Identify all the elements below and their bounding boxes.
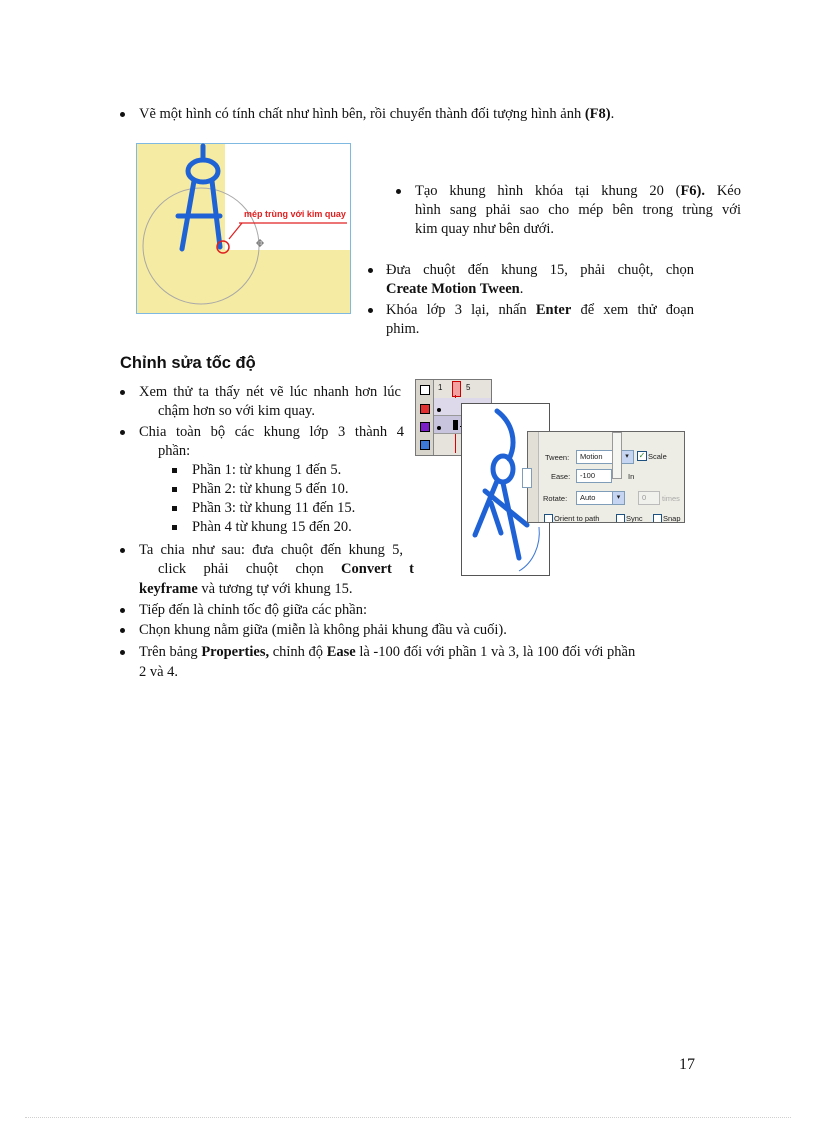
step-keyframe-line1: Tạo khung hình khóa tại khung 20 (F6). Kéo — [415, 183, 741, 199]
body-b4: Tiếp đến là chỉnh tốc độ giữa các phần: — [139, 602, 367, 618]
ease-label: Ease: — [551, 472, 571, 481]
properties-panel-edge — [522, 468, 532, 488]
times-label: times — [662, 494, 680, 503]
body-b2-line2: phần: — [158, 443, 191, 459]
keyframe-block — [453, 420, 458, 430]
ease-input[interactable] — [576, 469, 612, 483]
rotate-select[interactable] — [576, 491, 614, 505]
page-number: 17 — [679, 1056, 695, 1073]
scale-label: Scale — [648, 452, 667, 461]
part-1: Phần 1: từ khung 1 đến 5. — [192, 462, 342, 478]
keyframe-dot — [437, 426, 441, 430]
sub-bullet — [172, 468, 177, 473]
bullet — [120, 548, 125, 553]
part-4: Phàn 4 từ khung 15 đến 20. — [192, 519, 352, 535]
snap-label: Snap — [663, 514, 681, 523]
layer-swatch-1 — [420, 385, 430, 395]
body-b1-line2: chậm hơn so với kim quay. — [158, 403, 315, 419]
compass-figure — [136, 143, 351, 314]
current-frame-marker — [452, 381, 461, 397]
body-b2-line1: Chia toàn bộ các khung lớp 3 thành 4 — [139, 424, 404, 440]
tween-label: Tween: — [545, 453, 570, 462]
bullet — [120, 390, 125, 395]
rotate-count-input[interactable] — [638, 491, 660, 505]
orient-label: Orient to path — [554, 514, 600, 523]
keyframe-dot — [437, 408, 441, 412]
sub-bullet — [172, 487, 177, 492]
callout-label: mép trùng với kim quay — [244, 209, 346, 219]
snap-checkbox[interactable] — [653, 514, 662, 523]
layer-swatch-3 — [420, 422, 430, 432]
body-b6-line1: Trên bảng Properties, chỉnh độ Ease là -100 đối với phần 1 và 3, là 100 đối với phần — [139, 644, 636, 660]
figure-fill-bottom — [225, 250, 350, 313]
body-b5: Chọn khung nằm giữa (miễn là không phải khung đầu và cuối). — [139, 622, 507, 638]
rotate-label: Rotate: — [543, 494, 568, 503]
tween-dropdown-button[interactable]: ▾ — [620, 450, 634, 464]
bullet — [120, 628, 125, 633]
ease-unit: In — [628, 472, 635, 481]
ease-slider[interactable] — [612, 432, 622, 479]
intro-paragraph: Vẽ một hình có tính chất như hình bên, rồi chuyển thành đối tượng hình ảnh (F8). — [139, 106, 615, 122]
bullet — [120, 608, 125, 613]
bullet — [368, 268, 373, 273]
step-keyframe-rest: hình sang phải sao cho mép bên trong trùng với kim quay như bên dưới. — [415, 202, 741, 237]
sync-checkbox[interactable] — [616, 514, 625, 523]
figure-fill-left — [137, 144, 225, 313]
part-3: Phần 3: từ khung 11 đến 15. — [192, 500, 356, 516]
rotate-value: Auto — [580, 493, 596, 502]
bullet — [120, 112, 125, 117]
bullet — [368, 308, 373, 313]
sub-bullet — [172, 506, 177, 511]
body-b3-line2: click phải chuột chọn Convert t — [158, 561, 414, 577]
section-title: Chỉnh sửa tốc độ — [120, 354, 256, 372]
tween-value: Motion — [580, 452, 603, 461]
body-b1-line1: Xem thử ta thấy nét vẽ lúc nhanh hơn lúc — [139, 384, 401, 400]
footer-rule — [25, 1117, 791, 1118]
body-b6-line2: 2 và 4. — [139, 664, 179, 680]
rotate-dropdown-button[interactable]: ▾ — [612, 491, 625, 505]
part-2: Phần 2: từ khung 5 đến 10. — [192, 481, 349, 497]
frame-label-1: 1 — [438, 383, 443, 392]
body-b3-line1: Ta chia như sau: đưa chuột đến khung 5, — [139, 542, 403, 558]
sync-label: Sync — [626, 514, 643, 523]
bullet — [120, 430, 125, 435]
layer-swatch-4 — [420, 440, 430, 450]
body-b3-line3: keyframe và tương tự với khung 15. — [139, 581, 353, 597]
step-lock-line2: phim. — [386, 321, 420, 337]
properties-panel — [527, 431, 685, 523]
frame-label-5: 5 — [466, 383, 471, 392]
step-motion-tween-line2: Create Motion Tween. — [386, 281, 524, 297]
layer-swatch-2 — [420, 404, 430, 414]
bullet — [120, 650, 125, 655]
step-motion-tween-line1: Đưa chuột đến khung 15, phải chuột, chọn — [386, 262, 694, 278]
orient-checkbox[interactable] — [544, 514, 553, 523]
rotate-count: 0 — [642, 493, 647, 502]
scale-checkbox[interactable]: ✓ — [638, 451, 646, 460]
sub-bullet — [172, 525, 177, 530]
bullet — [396, 189, 401, 194]
step-lock-line1: Khóa lớp 3 lại, nhấn Enter để xem thử đoạn — [386, 302, 694, 318]
ease-value: -100 — [580, 471, 596, 480]
